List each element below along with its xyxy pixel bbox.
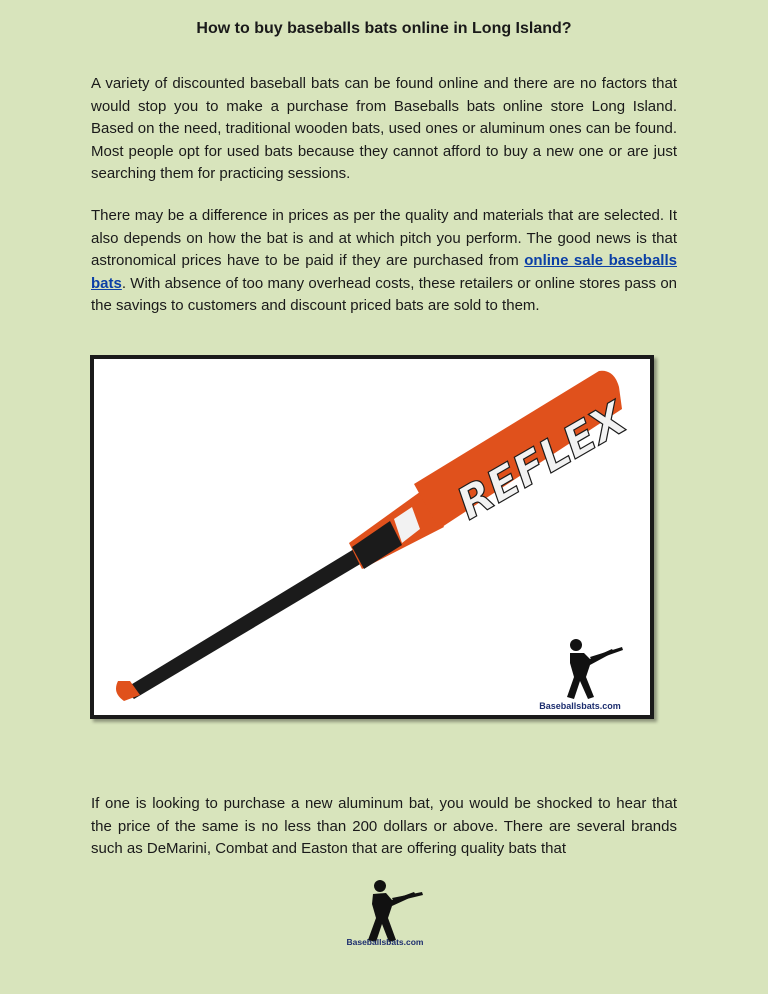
paragraph-intro: A variety of discounted baseball bats can be found online and there are no factors that would stop you to make a purchase from Baseballs bats online store Long Island. Based on the need, traditional wooden bats, used ones or aluminum ones can be found. Most people opt for used bats because they cannot afford to buy a new one or are just searching them for practicing sessions. bbox=[91, 75, 677, 182]
online-sale-baseballs-bats-link[interactable]: online sale baseballs bats bbox=[91, 252, 677, 292]
paragraph-aluminum: If one is looking to purchase a new aluminum bat, you would be shocked to hear that the price of the same is no less than 200 dollars or above. There are several brands such as DeMarini, Combat and Easton that are offering quality bats that bbox=[91, 795, 677, 857]
paragraph-prices-text-1: There may be a difference in prices as per the quality and materials that are selected. It also depends on how the bat is and at which pitch you perform. The good news is that astronomical prices have to be paid if they are purchased from bbox=[91, 207, 677, 269]
bat-brand-text: REFLEX bbox=[448, 392, 636, 531]
paragraph-prices bbox=[91, 205, 677, 318]
page-title: How to buy baseballs bats online in Long Island? bbox=[196, 20, 572, 37]
batter-logo-icon bbox=[556, 637, 626, 701]
bat-photo bbox=[94, 359, 650, 715]
bat-handle bbox=[124, 549, 362, 699]
photo-logo-caption: Baseballsbats.com bbox=[539, 701, 621, 711]
bat-photo-frame bbox=[90, 355, 654, 719]
paragraph-prices-text-2: . With absence of too many overhead costs, these retailers or online stores pass on the savings to customers and discount priced bats are sold to them. bbox=[91, 274, 677, 314]
footer-logo-caption: Baseballsbats.com bbox=[346, 937, 424, 947]
